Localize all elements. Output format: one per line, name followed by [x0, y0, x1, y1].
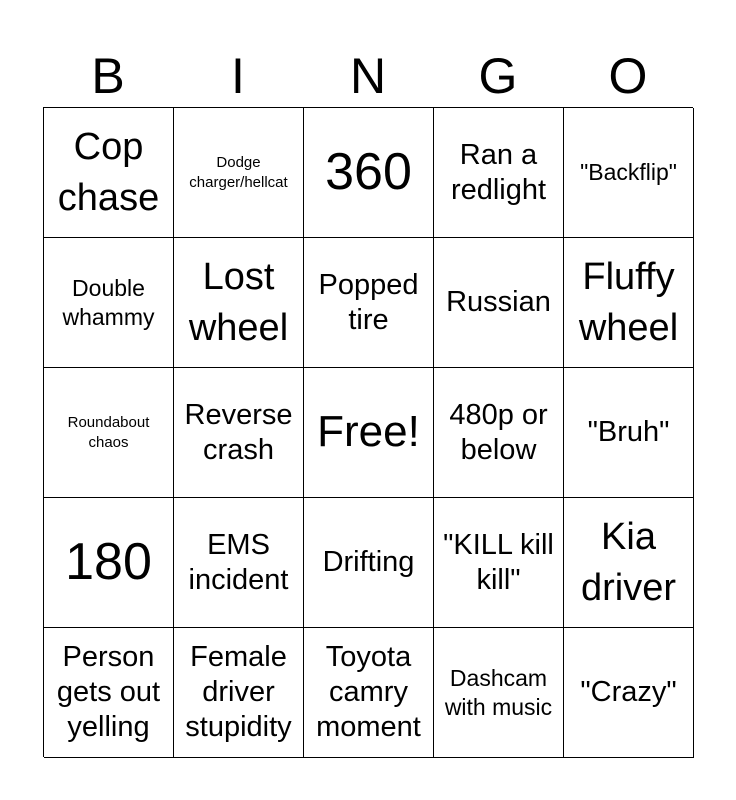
bingo-cell-reverse-crash[interactable]	[174, 368, 304, 498]
bingo-cell-lost-wheel[interactable]	[174, 238, 304, 368]
cell-text: 180	[65, 532, 152, 591]
bingo-cell-double-whammy[interactable]	[44, 238, 174, 368]
cell-text: "Bruh"	[587, 416, 670, 449]
cell-text: EMS incident	[188, 528, 289, 596]
cell-text: 480p or below	[449, 398, 548, 466]
cell-text: Free!	[317, 407, 420, 457]
bingo-cell-crazy[interactable]	[564, 628, 694, 758]
cell-text: "KILL kill kill"	[443, 528, 554, 596]
header-letter-i: I	[231, 48, 245, 104]
bingo-header	[43, 48, 693, 104]
bingo-cell-drifting[interactable]	[304, 498, 434, 628]
bingo-cell-ran-a-redlight[interactable]	[434, 108, 564, 238]
bingo-cell-bruh[interactable]	[564, 368, 694, 498]
cell-text: Russian	[446, 286, 551, 319]
cell-text: Female driver stupidity	[185, 641, 292, 743]
cell-text: "Crazy"	[580, 676, 677, 709]
header-letter-b: B	[91, 48, 125, 104]
bingo-cell-free-space[interactable]	[304, 368, 434, 498]
cell-text: Roundabout chaos	[67, 414, 150, 451]
bingo-cell-female-driver-stupidity[interactable]	[174, 628, 304, 758]
cell-text: Ran a redlight	[450, 138, 547, 206]
bingo-cell-dodge-charger[interactable]	[174, 108, 304, 238]
header-letter-n: N	[349, 48, 387, 104]
cell-text: Popped tire	[318, 268, 419, 336]
bingo-cell-russian[interactable]	[434, 238, 564, 368]
bingo-cell-popped-tire[interactable]	[304, 238, 434, 368]
bingo-cell-person-gets-out-yelling[interactable]	[44, 628, 174, 758]
cell-text: Dashcam with music	[444, 664, 553, 720]
cell-text: Kia driver	[580, 516, 677, 609]
bingo-grid	[43, 107, 693, 757]
cell-text: "Backflip"	[580, 159, 677, 186]
bingo-cell-480p-or-below[interactable]	[434, 368, 564, 498]
header-letter-o: O	[608, 48, 648, 104]
bingo-cell-backflip[interactable]	[564, 108, 694, 238]
header-letter-g: G	[478, 48, 518, 104]
bingo-cell-ems-incident[interactable]	[174, 498, 304, 628]
cell-text: Dodge charger/hellcat	[189, 154, 288, 191]
bingo-cell-dashcam-with-music[interactable]	[434, 628, 564, 758]
bingo-cell-fluffy-wheel[interactable]	[564, 238, 694, 368]
cell-text: Reverse crash	[184, 398, 293, 466]
cell-text: Double whammy	[62, 274, 155, 330]
cell-text: Person gets out yelling	[56, 641, 161, 743]
bingo-cell-kia-driver[interactable]	[564, 498, 694, 628]
cell-text: Cop chase	[57, 126, 160, 219]
bingo-cell-toyota-camry-moment[interactable]	[304, 628, 434, 758]
cell-text: Toyota camry moment	[316, 641, 421, 743]
cell-text: Lost wheel	[188, 256, 289, 349]
cell-text: Drifting	[322, 546, 415, 579]
bingo-cell-cop-chase[interactable]	[44, 108, 174, 238]
cell-text: Fluffy wheel	[578, 256, 679, 349]
bingo-cell-kill-kill-kill[interactable]	[434, 498, 564, 628]
bingo-cell-360[interactable]	[304, 108, 434, 238]
cell-text: 360	[325, 142, 412, 201]
bingo-cell-180[interactable]	[44, 498, 174, 628]
bingo-cell-roundabout-chaos[interactable]	[44, 368, 174, 498]
